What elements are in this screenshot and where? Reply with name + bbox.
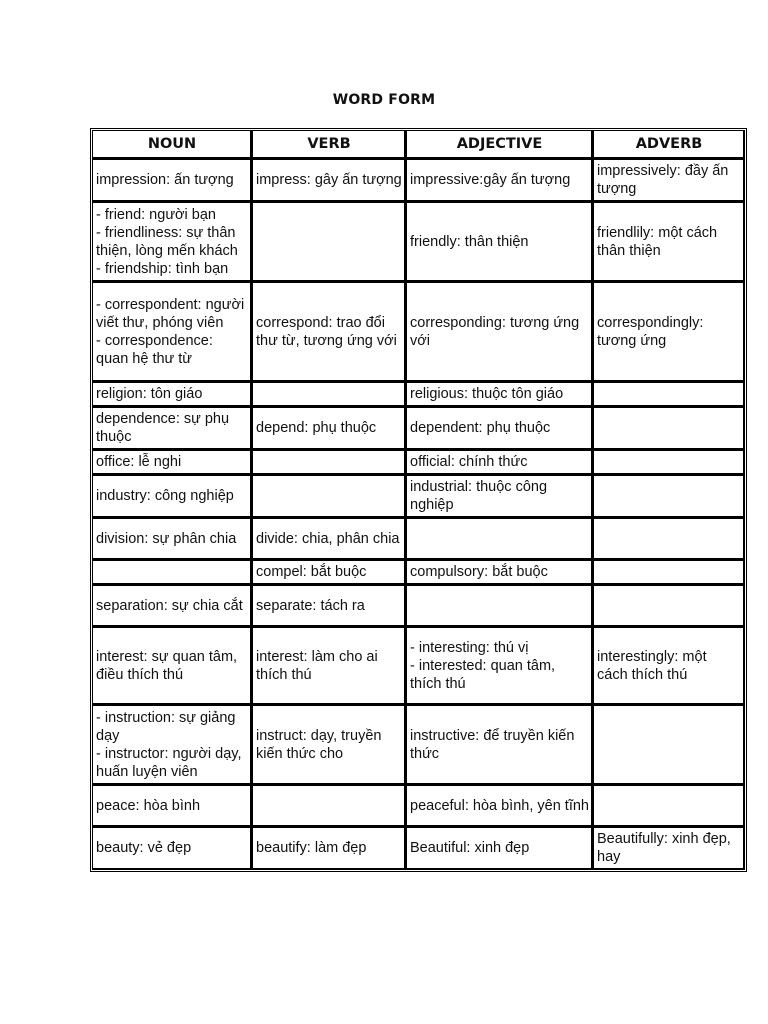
cell-verb — [252, 585, 406, 627]
noun-entry: beauty: vẻ đẹp — [96, 840, 192, 856]
cell-adverb — [593, 450, 745, 475]
cell-adjective — [406, 407, 593, 450]
cell-verb — [252, 382, 406, 407]
cell-adjective — [406, 627, 593, 705]
noun-entry: - friendship: tình bạn — [96, 260, 229, 277]
table-row — [92, 705, 745, 785]
cell-adjective — [406, 450, 593, 475]
adjective-entry: peaceful: hòa bình, yên tĩnh — [410, 797, 589, 814]
cell-verb — [252, 705, 406, 785]
cell-adjective — [406, 785, 593, 827]
verb-entry: divide: chia, phân chia — [256, 530, 400, 547]
noun-entry: office: lễ nghi — [96, 454, 182, 470]
cell-verb — [252, 202, 406, 282]
adverb-entry: impressively: đầy ấn tượng — [597, 163, 729, 197]
table-row — [92, 450, 745, 475]
noun-entry: separation: sự chia cắt — [96, 597, 243, 614]
table-row — [92, 282, 745, 382]
cell-noun — [92, 450, 252, 475]
cell-verb — [252, 560, 406, 585]
table-row — [92, 475, 745, 518]
cell-noun — [92, 282, 252, 382]
noun-entry: - friend: người bạn — [96, 206, 216, 223]
noun-entry: - instructor: người dạy, huấn luyện viên — [96, 745, 242, 780]
noun-entry: peace: hòa bình — [96, 797, 201, 814]
adverb-entry: interestingly: một cách thích thú — [597, 648, 707, 683]
table-row — [92, 159, 745, 202]
cell-adjective — [406, 705, 593, 785]
cell-noun — [92, 560, 252, 585]
adjective-entry: corresponding: tương ứng với — [410, 314, 580, 349]
cell-verb — [252, 282, 406, 382]
noun-entry: - correspondence: quan hệ thư từ — [96, 332, 213, 367]
noun-entry: religion: tôn giáo — [96, 386, 203, 402]
adverb-entry: correspondingly: tương ứng — [597, 314, 704, 349]
adjective-entry: compulsory: bắt buộc — [410, 564, 548, 580]
verb-entry: beautify: làm đẹp — [256, 840, 367, 856]
cell-adjective — [406, 518, 593, 560]
cell-adjective — [406, 827, 593, 870]
noun-entry: - instruction: sự giảng dạy — [96, 709, 236, 744]
cell-verb — [252, 827, 406, 870]
cell-adverb — [593, 785, 745, 827]
cell-adjective — [406, 585, 593, 627]
cell-noun — [92, 827, 252, 870]
cell-noun — [92, 159, 252, 202]
table-row — [92, 785, 745, 827]
cell-noun — [92, 202, 252, 282]
adverb-entry: Beautifully: xinh đẹp, hay — [597, 831, 731, 865]
cell-noun — [92, 785, 252, 827]
header-row — [92, 130, 745, 159]
adjective-entry: industrial: thuộc công nghiệp — [410, 479, 548, 513]
cell-adjective — [406, 159, 593, 202]
noun-entry: impression: ấn tượng — [96, 172, 234, 188]
cell-verb — [252, 627, 406, 705]
adjective-entry: dependent: phụ thuộc — [410, 420, 551, 436]
header-noun: NOUN — [92, 130, 252, 159]
cell-adverb — [593, 407, 745, 450]
noun-entry: dependence: sự phụ thuộc — [96, 411, 230, 445]
table-row — [92, 407, 745, 450]
cell-adverb — [593, 627, 745, 705]
table-row — [92, 382, 745, 407]
cell-adjective — [406, 560, 593, 585]
adjective-entry: friendly: thân thiện — [410, 233, 529, 250]
cell-adverb — [593, 827, 745, 870]
word-form-table-frame — [90, 128, 747, 872]
verb-entry: correspond: trao đổi thư từ, tương ứng với — [256, 314, 397, 349]
verb-entry: impress: gây ấn tượng — [256, 172, 402, 188]
table-row — [92, 202, 745, 282]
cell-adjective — [406, 202, 593, 282]
cell-adjective — [406, 382, 593, 407]
page-title: WORD FORM — [332, 92, 436, 108]
cell-adverb — [593, 560, 745, 585]
cell-noun — [92, 627, 252, 705]
adjective-entry: impressive:gây ấn tượng — [410, 172, 571, 188]
adjective-entry: religious: thuộc tôn giáo — [410, 386, 564, 402]
cell-verb — [252, 159, 406, 202]
adjective-entry: Beautiful: xinh đẹp — [410, 840, 530, 856]
cell-verb — [252, 518, 406, 560]
cell-adjective — [406, 475, 593, 518]
table-row — [92, 827, 745, 870]
noun-entry: interest: sự quan tâm, điều thích thú — [96, 648, 238, 683]
table-body — [92, 159, 745, 870]
cell-adverb — [593, 585, 745, 627]
table-row — [92, 518, 745, 560]
table-row — [92, 585, 745, 627]
verb-entry: interest: làm cho ai thích thú — [256, 648, 378, 683]
word-form-table — [92, 130, 745, 870]
cell-noun — [92, 407, 252, 450]
verb-entry: instruct: dạy, truyền kiến thức cho — [256, 727, 382, 762]
adjective-entry: - interesting: thú vị — [410, 639, 529, 656]
cell-adverb — [593, 518, 745, 560]
noun-entry: division: sự phân chia — [96, 530, 237, 547]
cell-verb — [252, 475, 406, 518]
header-verb: VERB — [252, 130, 406, 159]
cell-adverb — [593, 475, 745, 518]
cell-adverb — [593, 705, 745, 785]
verb-entry: separate: tách ra — [256, 597, 365, 614]
cell-verb — [252, 785, 406, 827]
cell-noun — [92, 585, 252, 627]
cell-noun — [92, 382, 252, 407]
adjective-entry: official: chính thức — [410, 454, 528, 470]
cell-adverb — [593, 202, 745, 282]
header-adverb: ADVERB — [593, 130, 745, 159]
cell-adverb — [593, 159, 745, 202]
noun-entry: industry: công nghiệp — [96, 488, 234, 504]
cell-noun — [92, 475, 252, 518]
cell-noun — [92, 705, 252, 785]
table-row — [92, 560, 745, 585]
adjective-entry: instructive: để truyền kiến thức — [410, 727, 575, 762]
adjective-entry: - interested: quan tâm, thích thú — [410, 657, 556, 692]
verb-entry: compel: bắt buộc — [256, 564, 367, 580]
cell-adverb — [593, 382, 745, 407]
verb-entry: depend: phụ thuộc — [256, 420, 377, 436]
cell-adjective — [406, 282, 593, 382]
noun-entry: - friendliness: sự thân thiện, lòng mến khách — [96, 224, 238, 259]
header-adjective: ADJECTIVE — [406, 130, 593, 159]
cell-verb — [252, 407, 406, 450]
table-row — [92, 627, 745, 705]
cell-adverb — [593, 282, 745, 382]
cell-noun — [92, 518, 252, 560]
adverb-entry: friendlily: một cách thân thiện — [597, 224, 718, 259]
cell-verb — [252, 450, 406, 475]
noun-entry: - correspondent: người viết thư, phóng viên — [96, 296, 245, 331]
